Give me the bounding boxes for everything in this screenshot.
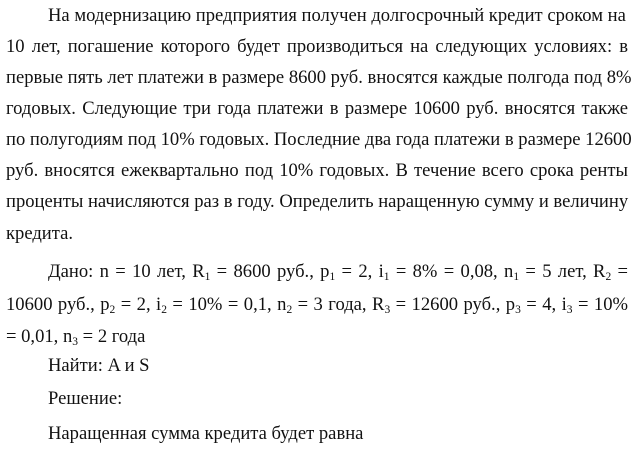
subscript: 2 — [605, 271, 612, 283]
solution-text: Наращенная сумма кредита будет равна — [48, 423, 364, 444]
given-line-3 — [6, 327, 628, 347]
problem-line-1: На модернизацию предприятия получен долгосрочный кредит сроком на — [48, 5, 626, 26]
subscript: 2 — [161, 304, 167, 316]
subscript: 1 — [513, 271, 520, 283]
given-text: = 4, i — [520, 294, 567, 315]
problem-line-2: 10 лет, погашение которого будет производиться на следующих условиях: в — [6, 36, 628, 57]
given-text: = 8% = 0,08, n — [389, 261, 514, 282]
given-text: = 3 года, R — [292, 294, 385, 315]
given-text: = 8600 руб., p — [210, 261, 330, 282]
given-line-1 — [48, 262, 628, 282]
problem-line-8: кредита. — [6, 223, 74, 244]
subscript: 1 — [329, 271, 336, 283]
problem-line-3: первые пять лет платежи в размере 8600 руб. вносятся каждые полгода под 8% — [6, 67, 632, 88]
given-text: 10600 руб., p — [6, 294, 110, 315]
given-text: = 12600 руб., p — [390, 294, 516, 315]
solution-label: Решение: — [48, 388, 123, 409]
given-line-2 — [6, 295, 628, 315]
subscript: 3 — [566, 304, 573, 316]
problem-line-4: годовых. Следующие три года платежи в размере 10600 руб. вносятся также — [6, 98, 628, 119]
subscript: 3 — [72, 336, 79, 348]
given-text: Дано: n = 10 лет, R — [48, 261, 205, 282]
problem-line-6: руб. вносятся ежеквартально под 10% годовых. В течение всего срока ренты — [6, 160, 628, 181]
problem-line-5: по полугодиям под 10% годовых. Последние два года платежи в размере 12600 — [6, 129, 632, 150]
subscript: 2 — [109, 304, 116, 316]
given-text: = 5 лет, R — [519, 261, 606, 282]
given-text: = 2 года — [78, 326, 146, 347]
subscript: 1 — [204, 271, 211, 283]
subscript: 2 — [286, 304, 293, 316]
subscript: 1 — [383, 271, 390, 283]
problem-line-7: проценты начисляются раз в году. Определить наращенную сумму и величину — [6, 191, 629, 212]
given-text: = 2, i — [115, 294, 162, 315]
given-text: = — [611, 261, 628, 282]
subscript: 3 — [384, 304, 391, 316]
subscript: 3 — [515, 304, 521, 316]
given-text: = 10% = 0,1, n — [166, 294, 287, 315]
given-text: = 2, i — [335, 261, 384, 282]
find-line: Найти: A и S — [48, 355, 150, 376]
given-text: = 10% — [572, 294, 628, 315]
given-text: = 0,01, n — [6, 326, 73, 347]
